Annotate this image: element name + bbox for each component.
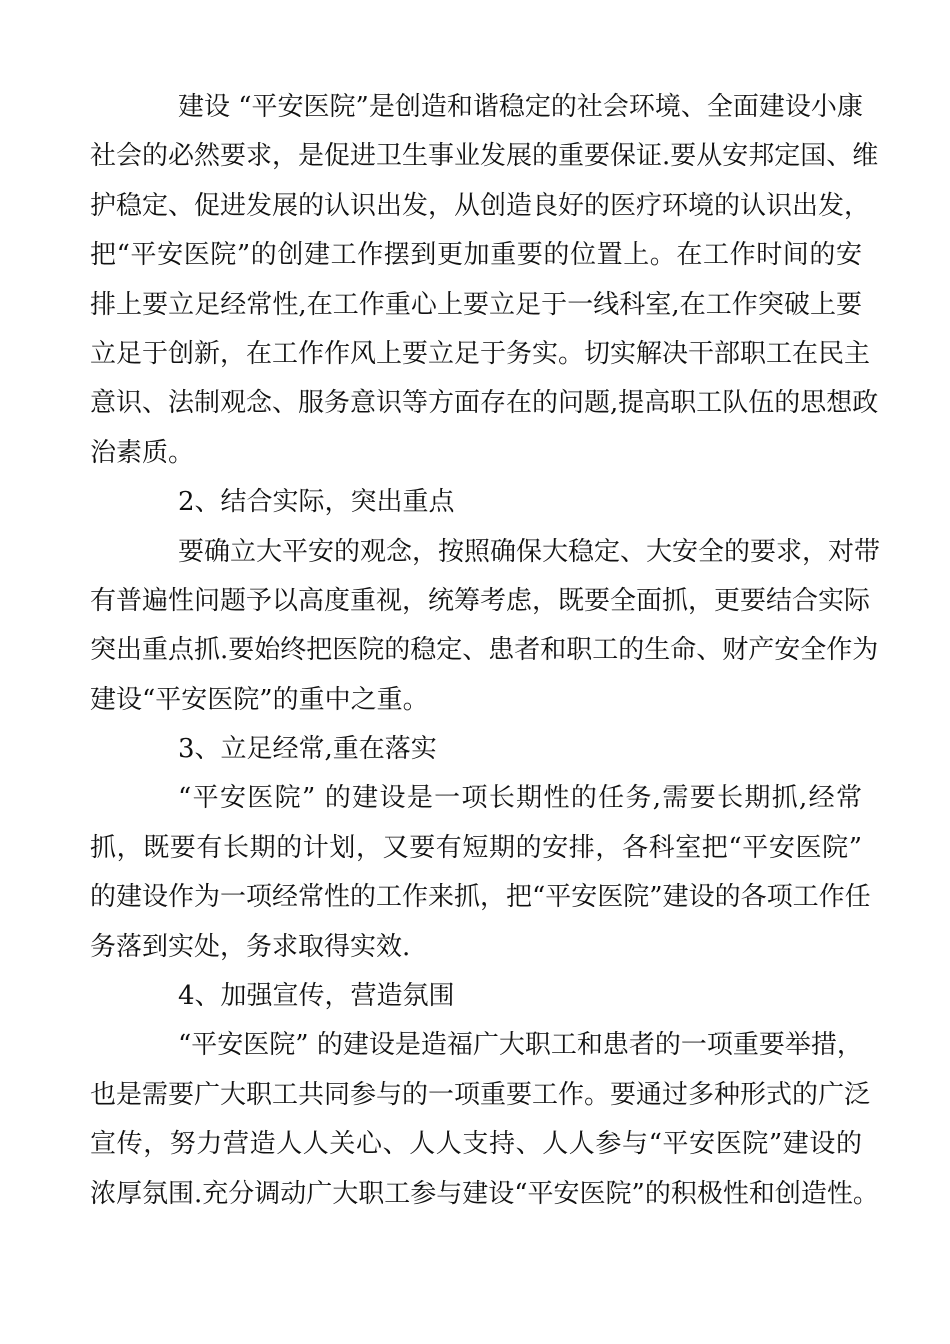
section-heading-3: 3、立足经常,重在落实: [178, 734, 437, 765]
paragraph-line: 立足于创新，在工作作风上要立足于务实。切实解决干部职工在民主: [90, 338, 871, 369]
paragraph-line: 护稳定、促进发展的认识出发，从创造良好的医疗环境的认识出发，: [90, 190, 871, 221]
paragraph-4: [90, 1021, 879, 1219]
paragraph-line: 也是需要广大职工共同参与的一项重要工作。要通过多种形式的广泛: [90, 1079, 871, 1110]
paragraph-line: 抓，既要有长期的计划，又要有短期的安排，各科室把“平安医院”: [90, 832, 862, 863]
paragraph-line: 把“平安医院”的创建工作摆到更加重要的位置上。在工作时间的安: [90, 240, 862, 271]
paragraph-line: 治素质。: [90, 437, 195, 468]
paragraph-1: [90, 83, 879, 478]
paragraph-line: 有普遍性问题予以高度重视，统筹考虑，既要全面抓，更要结合实际: [90, 585, 871, 616]
document-body: [90, 83, 881, 1219]
paragraph-line: 社会的必然要求，是促进卫生事业发展的重要保证.要从安邦定国、维: [90, 141, 879, 172]
section-heading-2: 2、结合实际，突出重点: [178, 487, 455, 518]
paragraph-3: [90, 774, 871, 972]
paragraph-line: 要确立大平安的观念，按照确保大稳定、大安全的要求，对带: [178, 536, 881, 567]
paragraph-line: 建设 “平安医院”是创造和谐稳定的社会环境、全面建设小康: [178, 92, 863, 122]
paragraph-line: 务落到实处，务求取得实效.: [90, 931, 411, 962]
section-heading-4: 4、加强宣传，营造氛围: [178, 981, 455, 1012]
paragraph-line: 的建设作为一项经常性的工作来抓，把“平安医院”建设的各项工作任: [90, 882, 871, 913]
paragraph-line: “平安医院” 的建设是造福广大职工和患者的一项重要举措，: [178, 1030, 863, 1061]
paragraph-2: [90, 528, 881, 726]
paragraph-line: 建设“平安医院”的重中之重。: [90, 684, 429, 715]
paragraph-line: 排上要立足经常性,在工作重心上要立足于一线科室,在工作突破上要: [90, 289, 862, 320]
paragraph-line: 意识、法制观念、服务意识等方面存在的问题,提高职工队伍的思想政: [90, 388, 879, 419]
paragraph-line: “平安医院” 的建设是一项长期性的任务,需要长期抓,经常: [178, 783, 862, 814]
paragraph-line: 浓厚氛围.充分调动广大职工参与建设“平安医院”的积极性和创造性。: [90, 1178, 879, 1209]
paragraph-line: 突出重点抓.要始终把医院的稳定、患者和职工的生命、财产安全作为: [90, 635, 879, 666]
paragraph-line: 宣传，努力营造人人关心、人人支持、人人参与“平安医院”建设的: [90, 1129, 862, 1160]
